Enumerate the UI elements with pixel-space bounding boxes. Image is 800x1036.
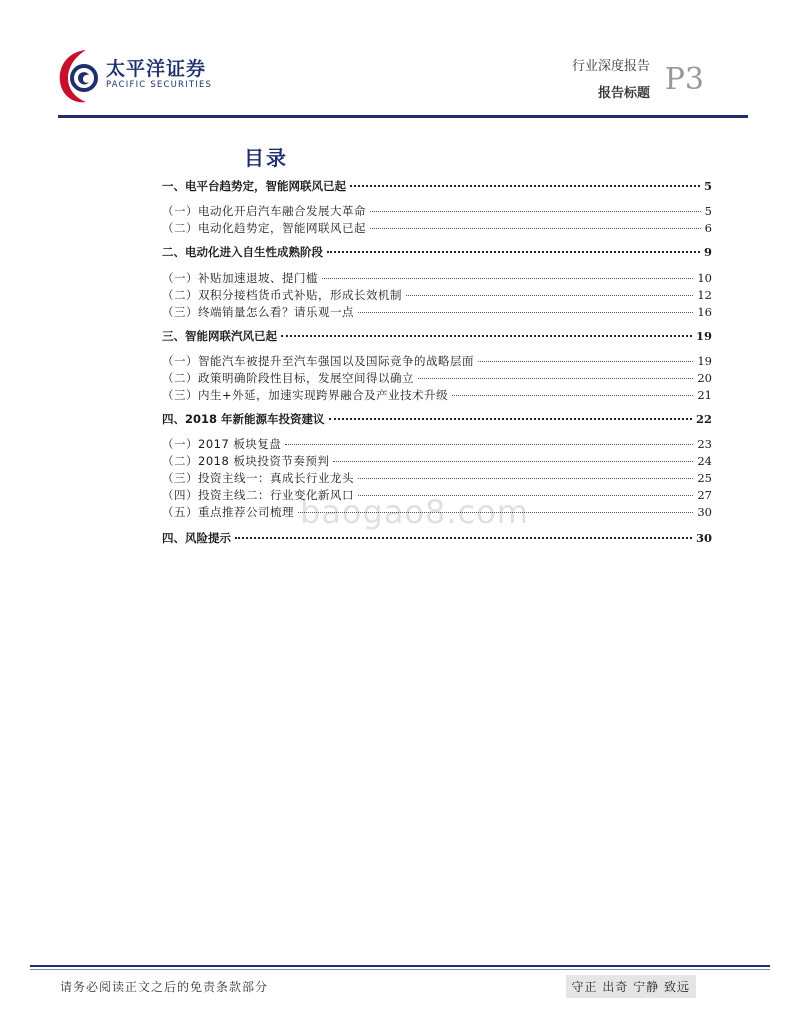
toc-entry[interactable] [162, 411, 712, 427]
toc-entry-label: 二、电动化进入自生性成熟阶段 [162, 245, 323, 259]
pacific-logo-icon [56, 46, 102, 106]
toc-leader [358, 478, 693, 479]
toc-entry-label: （一）补贴加速退坡、提门槛 [162, 271, 318, 285]
toc-leader [281, 335, 692, 337]
toc-entry-label: （一）智能汽车被提升至汽车强国以及国际竞争的战略层面 [162, 354, 474, 368]
toc-entry-page: 24 [697, 454, 712, 468]
toc-leader [478, 361, 693, 362]
toc-leader [298, 512, 693, 513]
toc-entry[interactable] [162, 244, 712, 260]
toc-entry-page: 6 [704, 221, 712, 235]
toc-entry-page: 10 [697, 271, 712, 285]
toc-entry[interactable] [162, 453, 712, 469]
toc-entry-page: 21 [697, 388, 712, 402]
toc-entry-label: 四、风险提示 [162, 531, 231, 545]
watermark: baogao8.com [300, 493, 529, 531]
toc-entry[interactable] [162, 387, 712, 403]
toc-leader [370, 228, 701, 229]
toc-entry[interactable] [162, 487, 712, 503]
footer-disclaimer: 请务必阅读正文之后的免责条款部分 [60, 980, 269, 994]
report-title: 报告标题 [597, 86, 650, 101]
toc-entry-label: （二）2018 板块投资节奏预判 [162, 454, 330, 468]
toc-entry-page: 30 [695, 531, 712, 545]
toc-leader [350, 185, 700, 187]
toc-entry[interactable] [162, 436, 712, 452]
toc-entry-page: 5 [703, 179, 712, 193]
company-logo [56, 46, 246, 106]
toc-entry[interactable] [162, 353, 712, 369]
footer-divider [30, 965, 770, 967]
toc-entry-label: （二）电动化趋势定，智能网联风已起 [162, 221, 366, 235]
toc-leader [329, 418, 692, 420]
footer-motto: 守正 出奇 宁静 致远 [566, 975, 696, 998]
toc-entry-label: 四、2018 年新能源车投资建议 [162, 412, 325, 426]
logo-english-name: PACIFIC SECURITIES [106, 80, 213, 90]
toc-entry[interactable] [162, 328, 712, 344]
toc-entry-label: （一）2017 板块复盘 [162, 437, 282, 451]
toc-entry-label: 一、电平台趋势定，智能网联风已起 [162, 179, 346, 193]
toc-entry-page: 19 [695, 329, 712, 343]
toc-leader [235, 537, 692, 539]
toc-entry-label: （三）投资主线一：真成长行业龙头 [162, 471, 354, 485]
toc-entry[interactable] [162, 530, 712, 546]
toc-leader [327, 251, 700, 253]
toc-title: 目录 [244, 146, 288, 170]
toc-entry[interactable] [162, 504, 712, 520]
toc-entry-label: 三、智能网联汽风已起 [162, 329, 277, 343]
header-divider [58, 115, 748, 118]
toc-leader [333, 461, 693, 462]
toc-entry[interactable] [162, 370, 712, 386]
toc-entry-page: 20 [697, 371, 712, 385]
toc-entry-page: 12 [697, 288, 712, 302]
toc-entry[interactable] [162, 270, 712, 286]
toc-entry[interactable] [162, 178, 712, 194]
toc-entry[interactable] [162, 287, 712, 303]
toc-entry[interactable] [162, 470, 712, 486]
toc-entry-page: 16 [697, 305, 712, 319]
toc-leader [452, 395, 693, 396]
toc-entry-page: 22 [695, 412, 712, 426]
toc-entry-page: 25 [697, 471, 712, 485]
toc-entry-page: 30 [697, 505, 712, 519]
toc-entry-page: 19 [697, 354, 712, 368]
toc-entry[interactable] [162, 203, 712, 219]
toc-leader [406, 295, 693, 296]
toc-leader [370, 211, 701, 212]
toc-entry-page: 9 [703, 245, 712, 259]
report-type: 行业深度报告 [571, 59, 650, 74]
page-number: P3 [664, 62, 704, 97]
toc-entry-page: 27 [697, 488, 712, 502]
toc-entry-label: （四）投资主线二：行业变化新风口 [162, 488, 354, 502]
toc-leader [358, 312, 693, 313]
toc-leader [418, 378, 693, 379]
toc-entry-label: （三）终端销量怎么看？请乐观一点 [162, 305, 354, 319]
toc-entry[interactable] [162, 304, 712, 320]
toc-leader [322, 278, 693, 279]
toc-entry-label: （二）政策明确阶段性目标，发展空间得以确立 [162, 371, 414, 385]
toc-entry[interactable] [162, 220, 712, 236]
footer-divider-thin [30, 969, 770, 970]
toc-entry-label: （三）内生+外延，加速实现跨界融合及产业技术升级 [162, 388, 449, 402]
toc-entry-label: （一）电动化开启汽车融合发展大革命 [162, 204, 366, 218]
toc-entry-page: 23 [697, 437, 712, 451]
toc-entry-label: （五）重点推荐公司梳理 [162, 505, 294, 519]
toc-entry-label: （二）双积分接档货币式补贴，形成长效机制 [162, 288, 402, 302]
toc-entry-page: 5 [704, 204, 712, 218]
toc-leader [358, 495, 693, 496]
toc-leader [285, 444, 693, 445]
logo-chinese-name: 太平洋证券 [106, 58, 207, 80]
